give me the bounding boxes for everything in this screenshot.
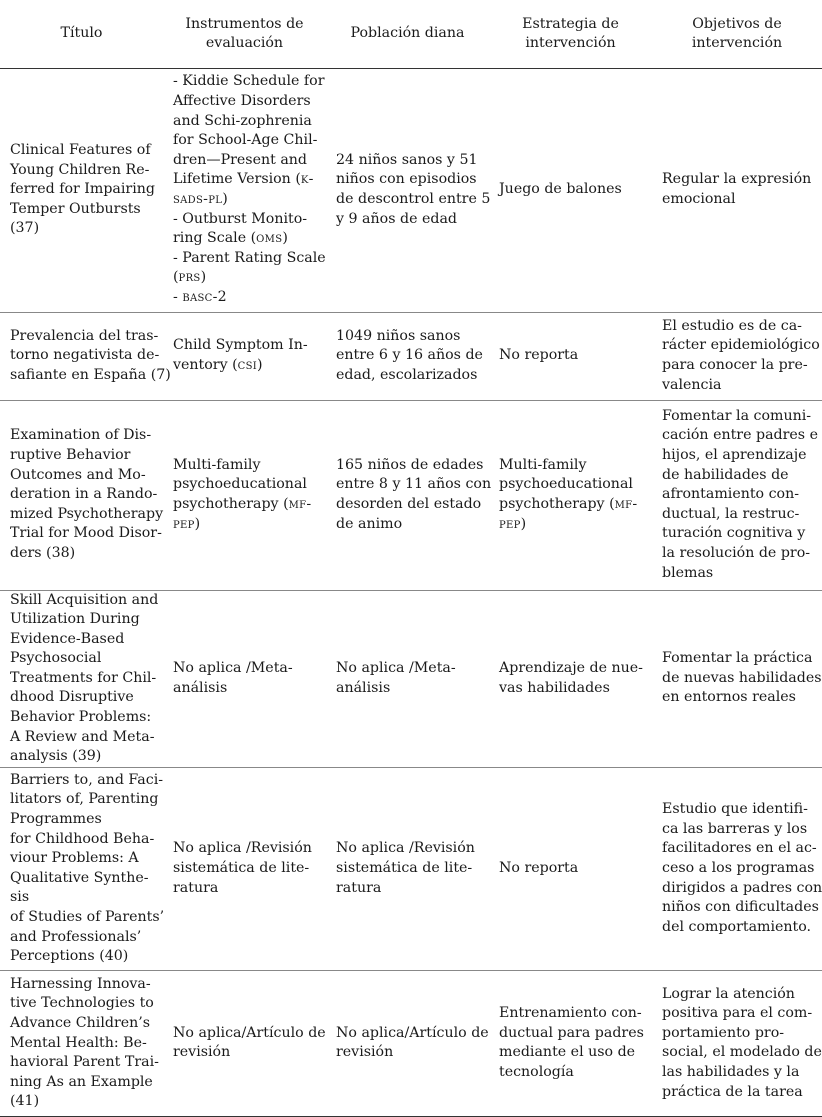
text-line: Temper Outbursts xyxy=(10,200,141,217)
text-line: mized Psychotherapy xyxy=(10,505,164,522)
cell-title xyxy=(0,970,163,1116)
text-line: edad, escolarizados xyxy=(336,366,478,383)
header-objectives: Objetivos de intervención xyxy=(691,15,783,51)
text-line: ning As an Example xyxy=(10,1073,153,1090)
text-line: Aprendizaje de nue- xyxy=(499,660,643,677)
text-line: dhood Disruptive xyxy=(10,689,134,706)
text-line: dirigidos a padres con xyxy=(662,879,822,896)
text-line: Affective Disorders xyxy=(173,93,311,110)
table-row xyxy=(0,400,822,590)
text-line: (prs) xyxy=(173,269,207,286)
cell-population xyxy=(326,970,489,1116)
text-line: and Schi-zophrenia xyxy=(173,112,312,129)
text-line: - Outburst Monito- xyxy=(173,210,308,227)
text-line: de nuevas habilidades xyxy=(662,669,822,686)
header-instruments: Instrumentos de evaluación xyxy=(185,15,304,51)
text-line: - basc-2 xyxy=(173,288,228,305)
text-line: en entornos reales xyxy=(662,689,796,706)
table-row xyxy=(0,312,822,400)
text-line: ductual para padres xyxy=(499,1024,644,1041)
cell-objectives xyxy=(652,767,822,970)
cell-instruments xyxy=(163,767,326,970)
text-line: las habilidades y la xyxy=(662,1063,800,1080)
cell-strategy xyxy=(489,312,652,400)
text-line: Barriers to, and Faci- xyxy=(10,771,164,788)
text-line: No aplica /Revisión xyxy=(336,840,475,857)
cell-title xyxy=(0,68,163,312)
text-line: 24 niños sanos y 51 xyxy=(336,151,478,168)
cell-objectives xyxy=(652,970,822,1116)
text-line: Entrenamiento con- xyxy=(499,1005,642,1022)
text-line: Multi-family xyxy=(499,456,587,473)
text-line: Examination of Dis- xyxy=(10,427,152,444)
text-line: No aplica /Meta- xyxy=(336,660,456,677)
text-line: emocional xyxy=(662,191,736,207)
text-line: y 9 años de edad xyxy=(336,210,457,227)
table-row xyxy=(0,970,822,1116)
cell-objectives xyxy=(652,68,822,312)
cell-population xyxy=(326,400,492,590)
text-line: havioral Parent Trai- xyxy=(10,1054,159,1071)
text-line: la resolución de pro- xyxy=(662,544,811,561)
text-line: for Childhood Beha- xyxy=(10,830,155,847)
text-line: Multi-family xyxy=(173,456,261,473)
text-line: ratura xyxy=(173,879,219,896)
text-line: No aplica /Meta- xyxy=(173,660,293,677)
cell-objectives xyxy=(652,400,822,590)
text-line: revisión xyxy=(173,1044,231,1061)
header-population: Población diana xyxy=(350,25,465,42)
text-line: de animo xyxy=(336,515,403,532)
text-line: vas habilidades xyxy=(499,679,610,696)
cell-instruments xyxy=(163,68,326,312)
text-line: Trial for Mood Disor- xyxy=(10,525,162,542)
text-line: para conocer la pre- xyxy=(662,357,808,373)
text-line: torno negativista de- xyxy=(10,347,160,364)
text-line: Young Children Re- xyxy=(10,161,150,178)
text-line: Utilization During xyxy=(10,611,140,628)
text-line: Clinical Features of xyxy=(10,142,151,159)
text-line: entre 6 y 16 años de xyxy=(336,347,483,364)
text-line: Fomentar la comuni- xyxy=(662,407,812,424)
cell-population xyxy=(326,312,489,400)
text-line: Behavior Problems: xyxy=(10,709,152,726)
text-line: Lograr la atención xyxy=(662,985,795,1002)
text-line: Regular la expresión xyxy=(662,171,812,188)
text-line: de descontrol entre 5 xyxy=(336,191,491,207)
text-line: revisión xyxy=(336,1044,394,1061)
text-line: del comportamiento. xyxy=(662,918,812,935)
text-line: práctica de la tarea xyxy=(662,1083,803,1100)
text-line: Fomentar la práctica xyxy=(662,650,813,667)
text-line: turación cognitiva y xyxy=(662,525,806,542)
text-line: valencia xyxy=(662,376,722,393)
text-line: Skill Acquisition and xyxy=(10,591,159,608)
text-line: entre 8 y 11 años con xyxy=(336,476,492,493)
text-line: Lifetime Version (k- xyxy=(173,171,314,188)
text-line: psychoeducational xyxy=(499,476,633,493)
cell-objectives xyxy=(652,590,822,767)
cell-population xyxy=(326,767,489,970)
text-line: Qualitative Synthe- xyxy=(10,869,149,886)
text-line: Programmes xyxy=(10,811,102,828)
text-line: tecnología xyxy=(499,1063,574,1080)
text-line: ring Scale (oms) xyxy=(173,230,288,247)
text-line: Mental Health: Be- xyxy=(10,1034,147,1051)
text-line: análisis xyxy=(336,679,391,696)
text-line: of Studies of Parents’ xyxy=(10,909,165,926)
cell-population xyxy=(326,68,489,312)
cell-title xyxy=(0,400,163,590)
text-line: No aplica /Revisión xyxy=(173,840,312,857)
text-line: Juego de balones xyxy=(499,181,622,198)
text-line: - Kiddie Schedule for xyxy=(173,73,325,90)
text-line: ruptive Behavior xyxy=(10,447,131,464)
text-line: psychotherapy (mf- xyxy=(499,496,638,512)
cell-population xyxy=(326,590,489,767)
text-line: No aplica/Artículo de xyxy=(173,1024,326,1041)
header-strategy: Estrategia de intervención xyxy=(522,15,619,51)
text-line: safiante en España (7) xyxy=(10,366,171,383)
cell-instruments xyxy=(163,590,326,767)
text-line: rácter epidemiológico xyxy=(662,337,820,354)
text-line: litators of, Parenting xyxy=(10,791,159,808)
text-line: Estudio que identifi- xyxy=(662,801,808,818)
text-line: Child Symptom In- xyxy=(173,337,308,354)
text-line: psychoeducational xyxy=(173,476,307,493)
text-line: for School-Age Chil- xyxy=(173,132,318,149)
text-line: Perceptions (40) xyxy=(10,948,129,965)
text-line: Outcomes and Mo- xyxy=(10,466,146,483)
cell-strategy xyxy=(489,970,652,1116)
table-row xyxy=(0,767,822,970)
text-line: Evidence-Based xyxy=(10,630,125,647)
text-line: Prevalencia del tras- xyxy=(10,327,159,344)
text-line: analysis (39) xyxy=(10,748,102,765)
text-line: análisis xyxy=(173,679,228,696)
cell-objectives xyxy=(652,312,822,400)
cell-instruments xyxy=(163,312,326,400)
text-line: positiva para el com- xyxy=(662,1005,813,1022)
text-line: viour Problems: A xyxy=(10,850,139,867)
text-line: afrontamiento con- xyxy=(662,486,800,503)
cell-title xyxy=(0,767,163,970)
text-line: deration in a Rando- xyxy=(10,486,158,503)
text-line: sistemática de lite- xyxy=(173,860,310,877)
table-row xyxy=(0,590,822,767)
text-line: pep) xyxy=(499,515,527,532)
text-line: ratura xyxy=(336,879,382,896)
cell-strategy xyxy=(489,767,652,970)
cell-strategy xyxy=(489,590,652,767)
text-line: ventory (csi) xyxy=(173,357,263,373)
text-line: ca las barreras y los xyxy=(662,820,808,837)
table-body xyxy=(0,68,822,1116)
text-line: Psychosocial xyxy=(10,650,102,667)
cell-title xyxy=(0,312,171,400)
text-line: (41) xyxy=(10,1093,40,1110)
text-line: niños con dificultades xyxy=(662,899,819,916)
text-line: A Review and Meta- xyxy=(10,728,155,745)
cell-title xyxy=(0,590,163,767)
cell-strategy xyxy=(489,400,652,590)
text-line: de habilidades de xyxy=(662,466,789,483)
text-line: 165 niños de edades xyxy=(336,456,484,473)
text-line: sis xyxy=(10,889,30,906)
text-line: niños con episodios xyxy=(336,171,477,188)
text-line: ders (38) xyxy=(10,544,76,561)
text-line: No aplica/Artículo de xyxy=(336,1024,489,1041)
text-line: portamiento pro- xyxy=(662,1024,785,1041)
text-line: 1049 niños sanos xyxy=(336,327,461,344)
text-line: psychotherapy (mf- xyxy=(173,496,312,512)
text-line: ferred for Impairing xyxy=(10,181,155,198)
text-line: mediante el uso de xyxy=(499,1044,636,1061)
cell-instruments xyxy=(163,970,326,1116)
cell-instruments xyxy=(163,400,326,590)
text-line: hijos, el aprendizaje xyxy=(662,447,807,464)
text-line: and Professionals’ xyxy=(10,928,142,945)
text-line: No reporta xyxy=(499,347,579,364)
text-line: El estudio es de ca- xyxy=(662,317,802,334)
text-line: cación entre padres e xyxy=(662,427,818,444)
text-line: desorden del estado xyxy=(336,496,482,512)
text-line: Harnessing Innova- xyxy=(10,975,151,992)
text-line: dren—Present and xyxy=(173,151,308,168)
text-line: ceso a los programas xyxy=(662,860,815,877)
text-line: social, el modelado de xyxy=(662,1044,822,1061)
text-line: (37) xyxy=(10,220,40,237)
table-header xyxy=(0,0,822,68)
text-line: ductual, la restruc- xyxy=(662,505,800,522)
header-title: Título xyxy=(60,25,103,42)
text-line: Advance Children’s xyxy=(10,1014,151,1031)
header-row xyxy=(0,0,822,68)
text-line: tive Technologies to xyxy=(10,995,154,1012)
table-row xyxy=(0,68,822,312)
text-line: No reporta xyxy=(499,860,579,877)
cell-strategy xyxy=(489,68,652,312)
text-line: Treatments for Chil- xyxy=(10,669,157,686)
text-line: - Parent Rating Scale xyxy=(173,249,326,266)
text-line: facilitadores en el ac- xyxy=(662,840,817,857)
text-line: sads-pl) xyxy=(173,191,228,207)
text-line: sistemática de lite- xyxy=(336,860,473,877)
text-line: pep) xyxy=(173,515,201,532)
text-line: blemas xyxy=(662,564,714,581)
